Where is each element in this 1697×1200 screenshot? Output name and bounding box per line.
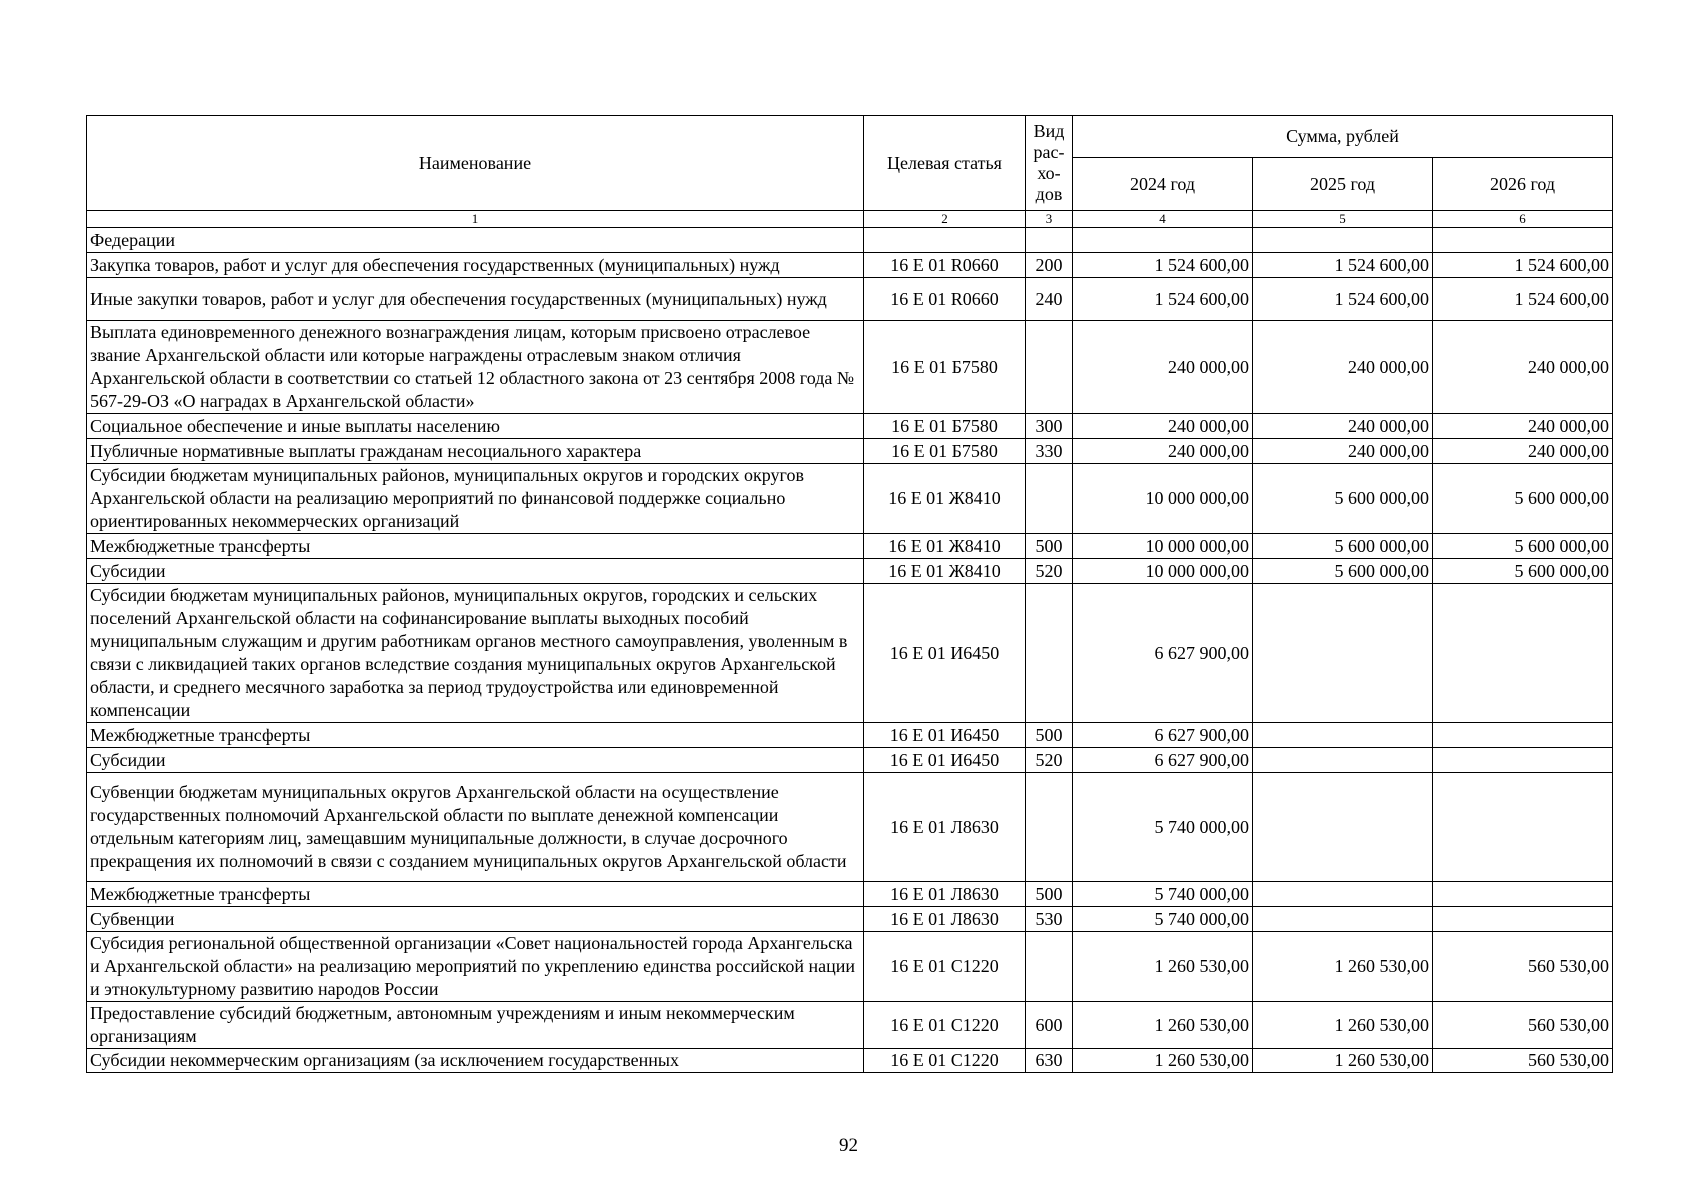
table-row xyxy=(87,723,1613,748)
sum-2025-cell xyxy=(1253,773,1433,882)
row-name-cell: Иные закупки товаров, работ и услуг для обеспечения государственных (муниципальных) нужд xyxy=(87,278,864,321)
column-number: 3 xyxy=(1026,211,1073,228)
sum-2026-cell xyxy=(1433,773,1613,882)
row-name-cell: Субсидии некоммерческим организациям (за исключением государственных xyxy=(87,1049,864,1073)
target-code-cell: 16 Е 01 Л8630 xyxy=(864,882,1026,907)
target-code-cell: 16 Е 01 Б7580 xyxy=(864,414,1026,439)
sum-2024-cell xyxy=(1073,228,1253,253)
sum-2024-cell: 240 000,00 xyxy=(1073,321,1253,414)
row-name-cell: Социальное обеспечение и иные выплаты населению xyxy=(87,414,864,439)
row-name-cell: Межбюджетные трансферты xyxy=(87,723,864,748)
sum-2024-cell: 1 260 530,00 xyxy=(1073,1049,1253,1073)
sum-2025-cell xyxy=(1253,882,1433,907)
table-row xyxy=(87,464,1613,534)
row-name-cell: Предоставление субсидий бюджетным, автономным учреждениям и иным некоммерческим организациям xyxy=(87,1002,864,1049)
sum-2025-cell: 5 600 000,00 xyxy=(1253,559,1433,584)
target-code-cell: 16 Е 01 Ж8410 xyxy=(864,559,1026,584)
sum-2025-cell: 5 600 000,00 xyxy=(1253,534,1433,559)
header-kind-line: хо- xyxy=(1037,163,1061,183)
table-row xyxy=(87,1049,1613,1073)
column-number: 4 xyxy=(1073,211,1253,228)
column-number-row xyxy=(87,211,1613,228)
table-row xyxy=(87,228,1613,253)
sum-2026-cell: 5 600 000,00 xyxy=(1433,559,1613,584)
header-year-2025: 2025 год xyxy=(1253,158,1433,211)
expense-kind-cell: 300 xyxy=(1026,414,1073,439)
table-row xyxy=(87,882,1613,907)
sum-2024-cell: 1 260 530,00 xyxy=(1073,932,1253,1002)
row-name-cell: Субсидии xyxy=(87,748,864,773)
column-number: 2 xyxy=(864,211,1026,228)
expense-kind-cell: 500 xyxy=(1026,882,1073,907)
sum-2026-cell: 5 600 000,00 xyxy=(1433,464,1613,534)
row-name-cell: Межбюджетные трансферты xyxy=(87,882,864,907)
table-row xyxy=(87,253,1613,278)
target-code-cell: 16 Е 01 R0660 xyxy=(864,253,1026,278)
expense-kind-cell: 240 xyxy=(1026,278,1073,321)
target-code-cell: 16 Е 01 С1220 xyxy=(864,1049,1026,1073)
expense-kind-cell: 520 xyxy=(1026,748,1073,773)
table-row xyxy=(87,321,1613,414)
expense-kind-cell: 630 xyxy=(1026,1049,1073,1073)
row-name-cell: Публичные нормативные выплаты гражданам несоциального характера xyxy=(87,439,864,464)
sum-2024-cell: 6 627 900,00 xyxy=(1073,723,1253,748)
row-name-cell: Субвенции xyxy=(87,907,864,932)
header-year-2026: 2026 год xyxy=(1433,158,1613,211)
sum-2025-cell: 240 000,00 xyxy=(1253,414,1433,439)
sum-2025-cell: 5 600 000,00 xyxy=(1253,464,1433,534)
table-row xyxy=(87,559,1613,584)
target-code-cell: 16 Е 01 И6450 xyxy=(864,748,1026,773)
expense-kind-cell xyxy=(1026,321,1073,414)
sum-2026-cell xyxy=(1433,882,1613,907)
header-kind-line: Вид xyxy=(1033,121,1065,141)
sum-2025-cell: 240 000,00 xyxy=(1253,321,1433,414)
expense-kind-cell xyxy=(1026,773,1073,882)
expense-kind-cell: 200 xyxy=(1026,253,1073,278)
row-name-cell: Субсидии бюджетам муниципальных районов, муниципальных округов и городских округов Архангельской области на реализацию мероприятий по финансовой поддержке социально ориентированных некоммерческих организаций xyxy=(87,464,864,534)
sum-2025-cell: 1 524 600,00 xyxy=(1253,278,1433,321)
sum-2024-cell: 6 627 900,00 xyxy=(1073,748,1253,773)
header-sum: Сумма, рублей xyxy=(1073,116,1613,158)
expense-kind-cell: 520 xyxy=(1026,559,1073,584)
expense-kind-cell: 330 xyxy=(1026,439,1073,464)
table-row xyxy=(87,414,1613,439)
table-row xyxy=(87,773,1613,882)
target-code-cell: 16 Е 01 Б7580 xyxy=(864,321,1026,414)
sum-2025-cell xyxy=(1253,723,1433,748)
target-code-cell: 16 Е 01 Ж8410 xyxy=(864,534,1026,559)
sum-2024-cell: 240 000,00 xyxy=(1073,439,1253,464)
sum-2024-cell: 10 000 000,00 xyxy=(1073,534,1253,559)
sum-2025-cell xyxy=(1253,907,1433,932)
sum-2024-cell: 1 524 600,00 xyxy=(1073,253,1253,278)
header-target: Целевая статья xyxy=(864,116,1026,211)
row-name-cell: Субвенции бюджетам муниципальных округов Архангельской области на осуществление государственных полномочий Архангельской области по выплате денежной компенсации отдельным категориям лиц, замещавшим муниципальные должности, в случае досрочного прекращения их полномочий в связи с созданием муниципальных округов Архангельской области xyxy=(87,773,864,882)
sum-2026-cell: 240 000,00 xyxy=(1433,439,1613,464)
sum-2026-cell: 240 000,00 xyxy=(1433,414,1613,439)
table-row xyxy=(87,907,1613,932)
header-name: Наименование xyxy=(87,116,864,211)
table-row xyxy=(87,1002,1613,1049)
table-row xyxy=(87,748,1613,773)
expense-kind-cell: 500 xyxy=(1026,534,1073,559)
sum-2025-cell xyxy=(1253,748,1433,773)
sum-2024-cell: 10 000 000,00 xyxy=(1073,559,1253,584)
row-name-cell: Выплата единовременного денежного вознаграждения лицам, которым присвоено отраслевое звание Архангельской области или которые награждены отраслевым знаком отличия Архангельской области в соответствии со статьей 12 областного закона от 23 сентября 2008 года № 567-29-ОЗ «О наградах в Архангельской области» xyxy=(87,321,864,414)
row-name-cell: Субсидии xyxy=(87,559,864,584)
sum-2026-cell xyxy=(1433,584,1613,723)
expense-kind-cell xyxy=(1026,228,1073,253)
expense-kind-cell: 530 xyxy=(1026,907,1073,932)
header-kind-line: дов xyxy=(1035,184,1063,204)
target-code-cell: 16 Е 01 С1220 xyxy=(864,1002,1026,1049)
expense-kind-cell: 500 xyxy=(1026,723,1073,748)
column-number: 1 xyxy=(87,211,864,228)
sum-2025-cell: 1 260 530,00 xyxy=(1253,1002,1433,1049)
sum-2024-cell: 5 740 000,00 xyxy=(1073,882,1253,907)
sum-2024-cell: 1 524 600,00 xyxy=(1073,278,1253,321)
row-name-cell: Субсидия региональной общественной организации «Совет национальностей города Архангельска и Архангельской области» на реализацию мероприятий по укреплению единства российской нации и этнокультурному развитию народов России xyxy=(87,932,864,1002)
sum-2025-cell: 240 000,00 xyxy=(1253,439,1433,464)
row-name-cell: Межбюджетные трансферты xyxy=(87,534,864,559)
column-number: 5 xyxy=(1253,211,1433,228)
sum-2024-cell: 5 740 000,00 xyxy=(1073,773,1253,882)
table-row xyxy=(87,932,1613,1002)
sum-2025-cell: 1 260 530,00 xyxy=(1253,932,1433,1002)
target-code-cell: 16 Е 01 Ж8410 xyxy=(864,464,1026,534)
sum-2026-cell: 560 530,00 xyxy=(1433,1002,1613,1049)
sum-2024-cell: 10 000 000,00 xyxy=(1073,464,1253,534)
expense-kind-cell xyxy=(1026,464,1073,534)
sum-2024-cell: 240 000,00 xyxy=(1073,414,1253,439)
target-code-cell: 16 Е 01 И6450 xyxy=(864,584,1026,723)
sum-2024-cell: 5 740 000,00 xyxy=(1073,907,1253,932)
target-code-cell: 16 Е 01 С1220 xyxy=(864,932,1026,1002)
row-name-cell: Федерации xyxy=(87,228,864,253)
row-name-cell: Закупка товаров, работ и услуг для обеспечения государственных (муниципальных) нужд xyxy=(87,253,864,278)
sum-2026-cell xyxy=(1433,907,1613,932)
table-row xyxy=(87,584,1613,723)
expense-kind-cell xyxy=(1026,932,1073,1002)
target-code-cell: 16 Е 01 Л8630 xyxy=(864,907,1026,932)
table-body xyxy=(87,228,1613,1073)
header-kind-line: рас- xyxy=(1033,142,1065,162)
sum-2026-cell xyxy=(1433,228,1613,253)
sum-2026-cell: 240 000,00 xyxy=(1433,321,1613,414)
sum-2025-cell: 1 524 600,00 xyxy=(1253,253,1433,278)
sum-2026-cell: 560 530,00 xyxy=(1433,1049,1613,1073)
expense-kind-cell: 600 xyxy=(1026,1002,1073,1049)
header-year-2024: 2024 год xyxy=(1073,158,1253,211)
page-number: 92 xyxy=(839,1135,858,1156)
sum-2026-cell: 560 530,00 xyxy=(1433,932,1613,1002)
sum-2024-cell: 6 627 900,00 xyxy=(1073,584,1253,723)
target-code-cell: 16 Е 01 И6450 xyxy=(864,723,1026,748)
sum-2026-cell: 1 524 600,00 xyxy=(1433,278,1613,321)
header-kind xyxy=(1026,116,1073,211)
sum-2025-cell xyxy=(1253,228,1433,253)
target-code-cell xyxy=(864,228,1026,253)
sum-2025-cell: 1 260 530,00 xyxy=(1253,1049,1433,1073)
target-code-cell: 16 Е 01 Л8630 xyxy=(864,773,1026,882)
table-row xyxy=(87,439,1613,464)
sum-2026-cell xyxy=(1433,748,1613,773)
sum-2026-cell: 1 524 600,00 xyxy=(1433,253,1613,278)
sum-2026-cell: 5 600 000,00 xyxy=(1433,534,1613,559)
budget-table xyxy=(86,115,1613,1073)
table-row xyxy=(87,278,1613,321)
target-code-cell: 16 Е 01 R0660 xyxy=(864,278,1026,321)
sum-2026-cell xyxy=(1433,723,1613,748)
sum-2024-cell: 1 260 530,00 xyxy=(1073,1002,1253,1049)
column-number: 6 xyxy=(1433,211,1613,228)
target-code-cell: 16 Е 01 Б7580 xyxy=(864,439,1026,464)
expense-kind-cell xyxy=(1026,584,1073,723)
sum-2025-cell xyxy=(1253,584,1433,723)
row-name-cell: Субсидии бюджетам муниципальных районов, муниципальных округов, городских и сельских поселений Архангельской области на софинансирование выплаты выходных пособий муниципальным служащим и другим работникам органов местного самоуправления, уволенным в связи с ликвидацией таких органов вследствие создания муниципальных округов Архангельской области, и среднего месячного заработка за период трудоустройства или единовременной компенсации xyxy=(87,584,864,723)
table-row xyxy=(87,534,1613,559)
